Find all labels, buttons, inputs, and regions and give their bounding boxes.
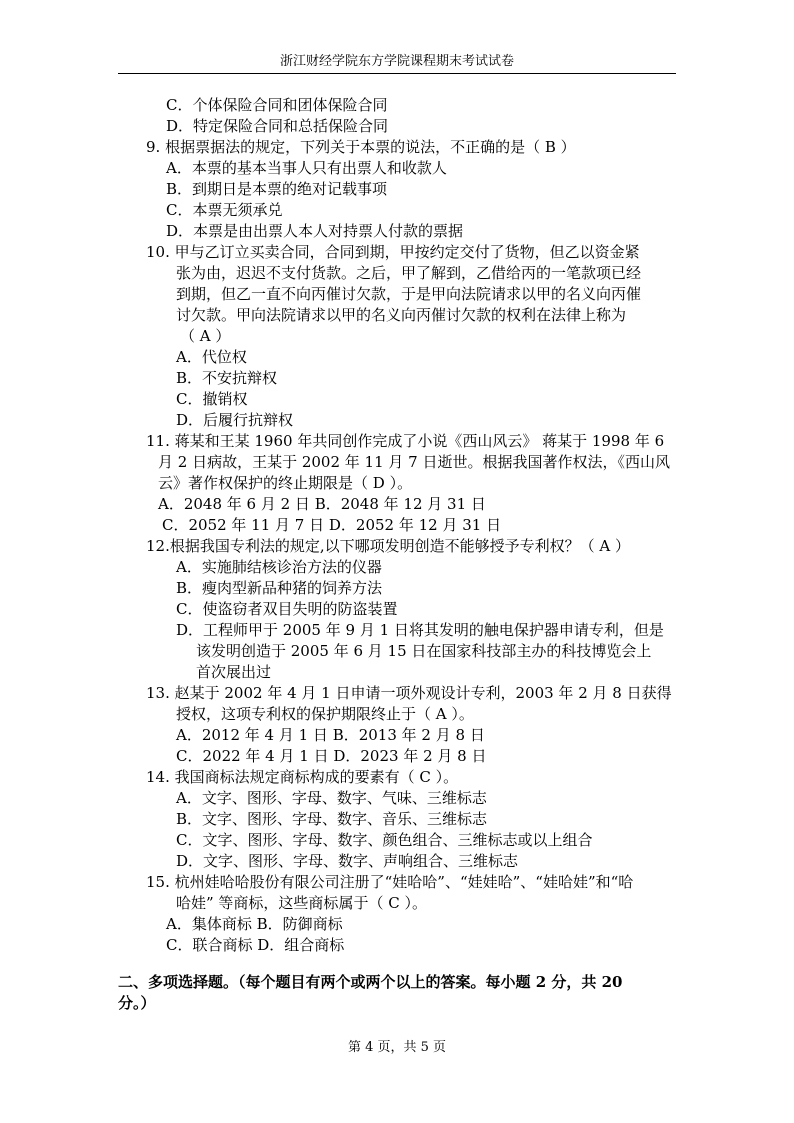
question-line: C．本票无须承兑 bbox=[166, 201, 283, 219]
header-divider bbox=[118, 73, 676, 74]
question-line: C．文字、图形、字母、数字、颜色组合、三维标志或以上组合 bbox=[176, 831, 593, 849]
question-line: B．不安抗辩权 bbox=[176, 369, 278, 387]
section-title-multiple-choice: 二、多项选择题。（每个题目有两个或两个以上的答案。每小题 2 分，共 20 bbox=[118, 973, 623, 991]
question-line: D．本票是由出票人本人对持票人付款的票据 bbox=[166, 222, 464, 240]
question-line: B．到期日是本票的绝对记载事项 bbox=[166, 180, 388, 198]
question-line: A．文字、图形、字母、数字、气味、三维标志 bbox=[176, 789, 487, 807]
question-line: 14. 我国商标法规定商标构成的要素有（ C ）。 bbox=[146, 768, 459, 786]
question-line: A．2012 年 4 月 1 日 B．2013 年 2 月 8 日 bbox=[176, 726, 485, 744]
question-line: C．使盗窃者双目失明的防盗装置 bbox=[176, 600, 398, 618]
question-line: 首次展出过 bbox=[196, 663, 272, 681]
question-line: B．文字、图形、字母、数字、音乐、三维标志 bbox=[176, 810, 488, 828]
question-line: 云》著作权保护的终止期限是（ D ）。 bbox=[158, 474, 413, 492]
question-line: 月 2 日病故，王某于 2002 年 11 月 7 日逝世。根据我国著作权法，《西山风 bbox=[158, 453, 670, 471]
question-line: 9. 根据票据法的规定，下列关于本票的说法，不正确的是（ B ） bbox=[146, 138, 576, 156]
question-line: C．2052 年 11 月 7 日 D．2052 年 12 月 31 日 bbox=[162, 516, 502, 534]
page-footer: 第 4 页，共 5 页 bbox=[347, 1040, 447, 1055]
question-line: 授权，这项专利权的保护期限终止于（ A ）。 bbox=[176, 705, 474, 723]
question-line: A．实施肺结核诊治方法的仪器 bbox=[176, 558, 382, 576]
section-title-multiple-choice-cont: 分。） bbox=[118, 994, 156, 1012]
question-line: C．撤销权 bbox=[176, 390, 248, 408]
question-line: C．个体保险合同和团体保险合同 bbox=[166, 96, 388, 114]
question-line: 13. 赵某于 2002 年 4 月 1 日申请一项外观设计专利，2003 年 2 月 8 日获得 bbox=[146, 684, 672, 702]
question-line: B．瘦肉型新品种猪的饲养方法 bbox=[176, 579, 383, 597]
question-line: C．2022 年 4 月 1 日 D．2023 年 2 月 8 日 bbox=[176, 747, 487, 765]
question-line: 该发明创造于 2005 年 6 月 15 日在国家科技部主办的科技博览会上 bbox=[196, 642, 652, 660]
question-line: A．2048 年 6 月 2 日 B．2048 年 12 月 31 日 bbox=[158, 495, 486, 513]
question-line: D．工程师甲于 2005 年 9 月 1 日将其发明的触电保护器申请专利，但是 bbox=[176, 621, 664, 639]
question-line: 15. 杭州娃哈哈股份有限公司注册了“娃哈哈”、“娃娃哈”、“娃哈娃”和“哈 bbox=[146, 873, 634, 891]
page-header: 浙江财经学院东方学院课程期末考试试卷 bbox=[279, 54, 514, 69]
question-line: 哈娃” 等商标，这些商标属于（ C ）。 bbox=[176, 894, 427, 912]
question-line: D．特定保险合同和总括保险合同 bbox=[166, 117, 389, 135]
question-line: 到期，但乙一直不向丙催讨欠款，于是甲向法院请求以甲的名义向丙催 bbox=[176, 285, 642, 303]
question-line: C．联合商标 D．组合商标 bbox=[166, 936, 345, 954]
question-line: 11. 蒋某和王某 1960 年共同创作完成了小说《西山风云》 蒋某于 1998 年 6 bbox=[146, 432, 665, 450]
question-line: 张为由，迟迟不支付货款。之后，甲了解到，乙借给丙的一笔款项已经 bbox=[176, 264, 642, 282]
question-line: A．代位权 bbox=[176, 348, 247, 366]
question-line: D．后履行抗辩权 bbox=[176, 411, 294, 429]
question-line: 讨欠款。甲向法院请求以甲的名义向丙催讨欠款的权利在法律上称为 bbox=[176, 306, 627, 324]
question-line: D．文字、图形、字母、数字、声响组合、三维标志 bbox=[176, 852, 519, 870]
question-line: A．本票的基本当事人只有出票人和收款人 bbox=[166, 159, 447, 177]
question-line: A．集体商标 B．防御商标 bbox=[166, 915, 343, 933]
question-line: 12.根据我国专利法的规定,以下哪项发明创造不能够授予专利权？（ A ） bbox=[146, 537, 630, 555]
question-line: 10. 甲与乙订立买卖合同，合同到期，甲按约定交付了货物，但乙以资金紧 bbox=[146, 243, 640, 261]
question-line: （ A ） bbox=[180, 327, 231, 345]
